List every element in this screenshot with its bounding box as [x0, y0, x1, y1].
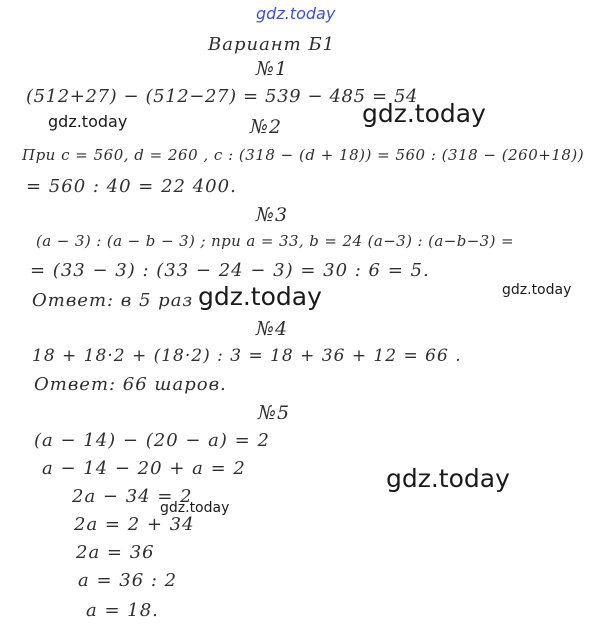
task-3-answer: Ответ: в 5 раз [32, 290, 194, 311]
task-4-label: №4 [256, 318, 289, 340]
task-5-line: (a − 14) − (20 − a) = 2 [34, 430, 270, 451]
watermark: gdz.today [198, 282, 322, 311]
variant-heading: Вариант Б1 [208, 34, 336, 55]
task-2-line-2: = 560 : 40 = 22 400. [26, 176, 237, 197]
watermark: gdz.today [160, 500, 230, 516]
task-5-line: 2a − 34 = 2 [72, 486, 193, 507]
task-1-line-1: (512+27) − (512−27) = 539 − 485 = 54 [26, 86, 419, 107]
task-5-line: a = 36 : 2 [78, 570, 178, 591]
task-3-label: №3 [256, 204, 289, 226]
task-5-line: a − 14 − 20 + a = 2 [42, 458, 246, 479]
watermark-top: gdz.today [256, 4, 336, 23]
task-3-line-1: (a − 3) : (a − b − 3) ; при a = 33, b = 24 (a−3) : (a−b−3) = [36, 232, 515, 250]
task-2-line-1: При c = 560, d = 260 , c : (318 − (d + 18)) = 560 : (318 − (260+18)) [22, 146, 585, 164]
watermark: gdz.today [362, 99, 486, 128]
watermark: gdz.today [502, 282, 572, 298]
task-4-line-1: 18 + 18·2 + (18·2) : 3 = 18 + 36 + 12 = 66 . [32, 346, 462, 366]
task-5-label: №5 [258, 402, 291, 424]
task-5-line: a = 18. [86, 600, 159, 621]
watermark: gdz.today [386, 464, 510, 493]
task-4-answer: Ответ: 66 шаров. [34, 374, 227, 395]
task-5-line: 2a = 36 [76, 542, 155, 563]
task-1-label: №1 [256, 58, 289, 80]
task-2-label: №2 [250, 116, 283, 138]
task-5-line: 2a = 2 + 34 [74, 514, 195, 535]
watermark: gdz.today [48, 112, 128, 131]
task-3-line-2: = (33 − 3) : (33 − 24 − 3) = 30 : 6 = 5. [30, 260, 430, 281]
